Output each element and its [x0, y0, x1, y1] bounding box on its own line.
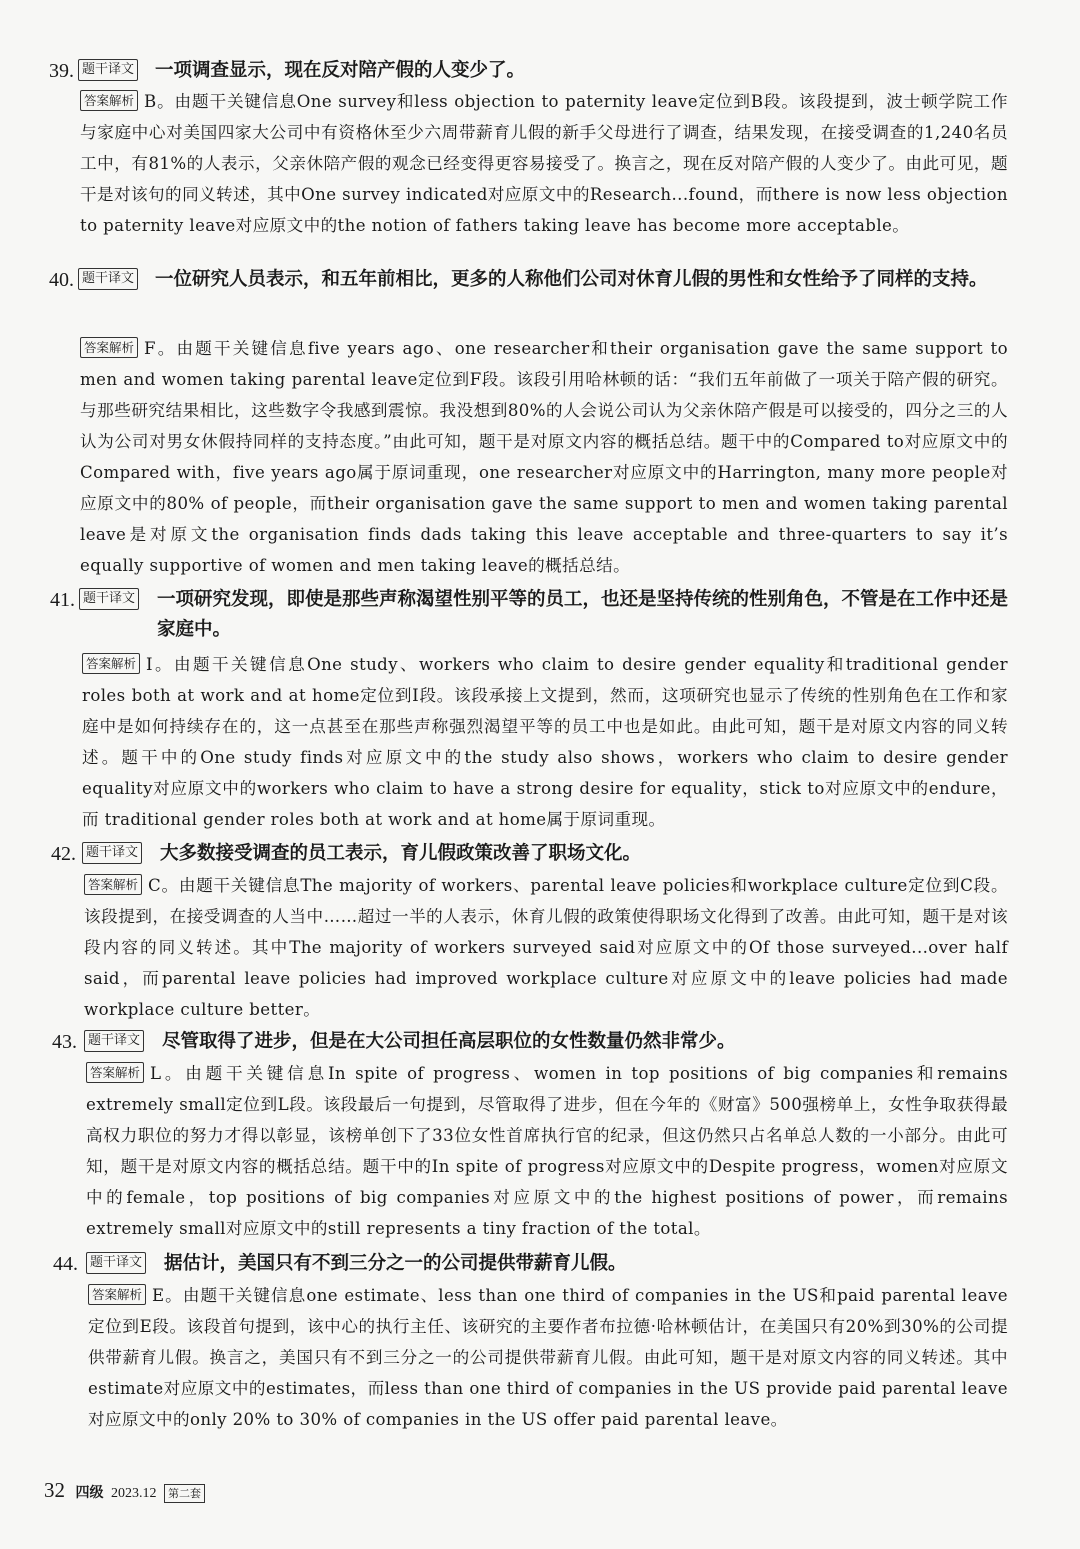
answer-explanation [88, 1280, 1008, 1435]
question-39 [0, 56, 1080, 235]
answer-explanation [86, 1058, 1008, 1244]
question-44 [0, 1249, 1080, 1429]
page-footer [44, 1478, 205, 1506]
page-number: 32 [44, 1478, 65, 1502]
question-translation-tag: 题干译文 [84, 1030, 144, 1052]
answer-explanation [80, 86, 1008, 241]
question-43 [0, 1027, 1080, 1238]
question-translation: 尽管取得了进步，但是在大公司担任高层职位的女性数量仍然非常少。 [162, 1031, 736, 1052]
answer-analysis-tag: 答案解析 [82, 653, 140, 674]
answer-analysis-tag: 答案解析 [80, 90, 138, 111]
question-number: 41. [50, 589, 75, 611]
question-number: 39. [49, 60, 74, 82]
question-translation-tag: 题干译文 [78, 59, 138, 81]
question-line [0, 265, 1080, 295]
answer-explanation [84, 870, 1008, 1025]
question-line [0, 1249, 1080, 1279]
question-number: 44. [53, 1253, 78, 1275]
answer-explanation [82, 649, 1008, 835]
question-line [0, 56, 1080, 86]
exam-name: 四级 [75, 1485, 104, 1501]
question-41 [0, 585, 1080, 829]
question-number: 43. [52, 1031, 77, 1053]
question-number: 40. [49, 269, 74, 291]
question-line [0, 585, 1080, 640]
question-42 [0, 839, 1080, 1019]
question-translation-tag: 题干译文 [82, 842, 142, 864]
question-translation: 一项调查显示，现在反对陪产假的人变少了。 [155, 60, 526, 81]
exam-set-badge: 第二套 [164, 1484, 205, 1503]
question-translation: 一项研究发现，即使是那些声称渴望性别平等的员工，也还是坚持传统的性别角色，不管是在工作中还是家庭中。 [157, 589, 1009, 640]
answer-text: E。由题干关键信息one estimate、less than one third of companies in the US和paid parental leave定位到E段。该段首句提到，该中心的执行主任、该研究的主要作者布拉德·哈林顿估计，在美国只有20%到30%的公司提供带薪育儿假。换言之，美国只有不到三分之一的公司提供带薪育儿假。由此可知，题干是对原文内容的同义转述。其中estimate对应原文中的estimates，而less than one third of companies in the US provide paid parental leave对应原文中的only 20% to 30% of companies in the US offer paid parental leave。 [88, 1286, 1008, 1429]
answer-analysis-tag: 答案解析 [80, 337, 138, 358]
question-line [0, 839, 1080, 869]
question-translation: 一位研究人员表示，和五年前相比，更多的人称他们公司对休育儿假的男性和女性给予了同样的支持。 [155, 269, 988, 290]
answer-text: C。由题干关键信息The majority of workers、parental leave policies和workplace culture定位到C段。该段提到，在接受调查的人当中……超过一半的人表示，休育儿假的政策使得职场文化得到了改善。由此可知，题干是对该段内容的同义转述。其中The majority of workers surveyed said对应原文中的Of those surveyed...over half said，而parental leave policies had improved workplace culture对应原文中的leave policies had made workplace culture better。 [84, 876, 1008, 1019]
answer-text: I。由题干关键信息One study、workers who claim to desire gender equality和traditional gender roles both at work and at home定位到I段。该段承接上文提到，然而，这项研究也显示了传统的性别角色在工作和家庭中是如何持续存在的，这一点甚至在那些声称强烈渴望平等的员工中也是如此。由此可知，题干是对原文内容的同义转述。题干中的One study finds对应原文中的the study also shows，workers who claim to desire gender equality对应原文中的workers who claim to have a strong desire for equality，stick to对应原文中的endure，而 traditional gender roles both at work and at home属于原词重现。 [82, 655, 1008, 829]
question-translation-tag: 题干译文 [86, 1252, 146, 1274]
question-number: 42. [51, 843, 76, 865]
question-translation: 大多数接受调查的员工表示，育儿假政策改善了职场文化。 [160, 843, 642, 864]
question-translation-tag: 题干译文 [79, 588, 139, 610]
answer-text: F。由题干关键信息five years ago、one researcher和their organisation gave the same support to men and women taking parental leave定位到F段。该段引用哈林顿的话：“我们五年前做了一项关于陪产假的研究。与那些研究结果相比，这些数字令我感到震惊。我没想到80%的人会说公司认为父亲休陪产假是可以接受的，四分之三的人认为公司对男女休假持同样的支持态度。”由此可知，题干是对原文内容的概括总结。题干中的Compared to对应原文中的Compared with，five years ago属于原词重现，one researcher对应原文中的Harrington, many more people对应原文中的80% of people，而their organisation gave the same support to men and women taking parental leave是对原文the organisation finds dads taking this leave acceptable and three-quarters to say it’s equally supportive of women and men taking leave的概括总结。 [80, 339, 1008, 575]
answer-analysis-tag: 答案解析 [84, 874, 142, 895]
exam-date: 2023.12 [111, 1486, 157, 1501]
answer-analysis-tag: 答案解析 [88, 1284, 146, 1305]
answer-explanation [80, 333, 1008, 581]
question-40 [0, 265, 1080, 575]
question-line [0, 1027, 1080, 1057]
answer-text: L。由题干关键信息In spite of progress、women in top positions of big companies和remains extremely small定位到L段。该段最后一句提到，尽管取得了进步，但在今年的《财富》500强榜单上，女性争取获得最高权力职位的努力才得以彰显，该榜单创下了33位女性首席执行官的纪录，但这仍然只占名单总人数的一小部分。由此可知，题干是对原文内容的概括总结。题干中的In spite of progress对应原文中的Despite progress，women对应原文中的female，top positions of big companies对应原文中的the highest positions of power，而remains extremely small对应原文中的still represents a tiny fraction of the total。 [86, 1064, 1008, 1238]
question-translation: 据估计，美国只有不到三分之一的公司提供带薪育儿假。 [164, 1253, 627, 1274]
answer-text: B。由题干关键信息One survey和less objection to paternity leave定位到B段。该段提到，波士顿学院工作与家庭中心对美国四家大公司中有资格休至少六周带薪育儿假的新手父母进行了调查，结果发现，在接受调查的1,240名员工中，有81%的人表示，父亲休陪产假的观念已经变得更容易接受了。换言之，现在反对陪产假的人变少了。由此可见，题干是对该句的同义转述，其中One survey indicated对应原文中的Research...found，而there is now less objection to paternity leave对应原文中的the notion of fathers taking leave has become more acceptable。 [80, 92, 1008, 235]
question-translation-tag: 题干译文 [78, 268, 138, 290]
answer-analysis-tag: 答案解析 [86, 1062, 144, 1083]
